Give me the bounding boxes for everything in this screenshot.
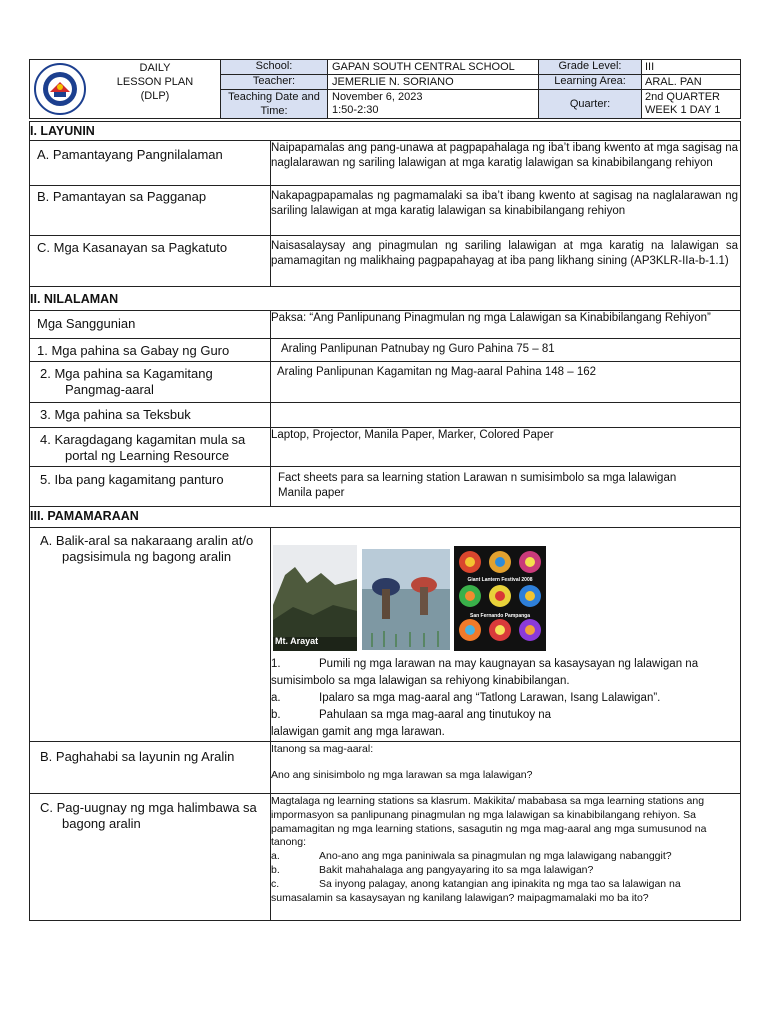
grade-label: Grade Level: [539, 60, 641, 74]
iba-pang-text [278, 471, 736, 501]
kagamitang-label [40, 366, 213, 398]
sanggunian-label: Mga Sanggunian [37, 316, 136, 331]
balik-aral-label-line-1: A. Balik-aral sa nakaraang aralin at/o [40, 533, 254, 548]
iba-pang-text-line-2: Manila paper [278, 487, 345, 499]
pag-uugnay-label-line-1: C. Pag-uugnay ng mga halimbawa sa [40, 800, 257, 815]
gabay-guro-label: 1. Mga pahina sa Gabay ng Guro [37, 343, 230, 358]
quarter-label: Quarter: [539, 90, 641, 118]
dlp-line-1: DAILY [139, 62, 171, 74]
step-a-text: Ipalaro sa mga mag-aaral ang “Tatlong Larawan, Isang Lalawigan”. [319, 692, 661, 704]
dlp-line-3: (DLP) [140, 90, 170, 102]
pag-uugnay-text [271, 795, 739, 905]
step-1-line-2: sumisimbolo sa mga lalawigan sa rehiyong kinabibilangan. [271, 675, 570, 687]
step-b-line-1: Pahulaan sa mga mag-aaral ang tinutukoy na [319, 709, 552, 721]
lantern-caption-bottom: San Fernando Pampanga [469, 613, 530, 619]
deped-logo [33, 62, 87, 116]
date-value-time: 1:50-2:30 [332, 104, 379, 116]
step-b-line-2: lalawigan gamit ang mga larawan. [271, 726, 445, 738]
karagdagang-label-line-1: 4. Karagdagang kagamitan mula sa [40, 432, 246, 447]
section-pamamaraan: III. PAMAMARAAN [30, 509, 139, 523]
section-nilalaman: II. NILALAMAN [30, 292, 119, 306]
layunin-b-label: B. Pamantayan sa Pagganap [37, 189, 207, 204]
lantern-caption-top: Giant Lantern Festival 2008 [467, 577, 533, 583]
area-label: Learning Area: [539, 75, 641, 89]
layunin-c-text: Naisasalaysay ang pinagmulan ng sariling lalawigan at mga karatig na lalawigan sa pamamagitan ng malikhaing pagpapahayag at iba pang likhang sining (AP3KLR-IIa-b-1.1) [271, 240, 738, 267]
step-b-number: b. [271, 709, 281, 721]
step-1-line-1: Pumili ng mga larawan na may kaugnayan sa kasaysayan ng lalawigan na [319, 658, 699, 670]
paksa-text: Paksa: “Ang Panlipunang Pinagmulan ng mga Lalawigan sa Kinabibilangang Rehiyon” [271, 312, 711, 324]
question-a-number: a. [271, 850, 280, 863]
section-layunin: I. LAYUNIN [30, 124, 95, 138]
pag-uugnay-intro: Magtalaga ng learning stations sa klasrum. Makikita/ mababasa sa mga learning stations ang impormasyon sa panlipunang pinagmulan ng mga lalawigan sa kinabibilangang rehiyon. Sa pamamagitan ng mga learning stations, sasagutin ng mga mag-aaral ang mga sumusunod na tanong: [271, 795, 707, 849]
date-value [332, 91, 423, 117]
grade-value: III [645, 61, 655, 73]
school-value: GAPAN SOUTH CENTRAL SCHOOL [332, 61, 515, 73]
date-value-date: November 6, 2023 [332, 91, 423, 103]
mt-arayat-image [273, 545, 357, 651]
question-a: Ano-ano ang mga paniniwala sa pinagmulan ng mga lalawigang nabanggit? [319, 850, 672, 863]
balik-aral-label-line-2: pagsisimula ng bagong aralin [62, 549, 232, 564]
pag-uugnay-label [40, 800, 257, 832]
quarter-value-line-2: WEEK 1 DAY 1 [645, 104, 721, 116]
deped-seal-icon [33, 62, 87, 116]
question-c-line-2: sumasalamin sa kasaysayan ng kanilang lalawigan? maipagmamalaki mo ba ito? [271, 891, 649, 904]
kagamitang-label-line-2: Pangmag-aaral [65, 382, 154, 397]
date-label: Teaching Date and Time: [221, 90, 327, 118]
area-value: ARAL. PAN [645, 76, 702, 88]
layunin-c-label: C. Mga Kasanayan sa Pagkatuto [37, 240, 228, 255]
layunin-a-label: A. Pamantayang Pangnilalaman [37, 147, 223, 162]
layunin-a-text: Naipapamalas ang pang-unawa at pagpapahalaga ng iba’t ibang kwento at mga sagisag na naglalarawan ng sariling lalawigan at mga karatig lalawigan sa kinabibilangang rehiyon [271, 142, 738, 169]
step-a-number: a. [271, 692, 281, 704]
teacher-label: Teacher: [221, 75, 327, 89]
teacher-value: JEMERLIE N. SORIANO [332, 76, 454, 88]
rice-planting-image [362, 549, 450, 650]
question-b-number: b. [271, 863, 280, 876]
dlp-line-2: LESSON PLAN [116, 76, 194, 88]
pag-uugnay-label-line-2: bagong aralin [62, 816, 141, 831]
quarter-value [645, 91, 720, 117]
balik-aral-label [40, 533, 253, 565]
karagdagang-label [40, 432, 245, 464]
question-b: Bakit mahahalaga ang pangyayaring ito sa mga lalawigan? [319, 863, 594, 876]
question-c-line-1: Sa inyong palagay, anong katangian ang ipinakita ng mga tao sa lalawigan na [319, 877, 681, 890]
iba-pang-text-line-1: Fact sheets para sa learning station Larawan n sumisimbolo sa mga lalawigan [278, 472, 677, 484]
kagamitang-text: Araling Panlipunan Kagamitan ng Mag-aaral Pahina 148 – 162 [277, 366, 597, 378]
question-c-number: c. [271, 877, 280, 890]
paghahabi-text-2: Ano ang sinisimbolo ng mga larawan sa mga lalawigan? [271, 769, 533, 781]
karagdagang-text: Laptop, Projector, Manila Paper, Marker, Colored Paper [271, 429, 554, 441]
paghahabi-label: B. Paghahabi sa layunin ng Aralin [40, 749, 235, 764]
mt-arayat-caption: Mt. Arayat [275, 636, 319, 646]
iba-pang-label: 5. Iba pang kagamitang panturo [40, 472, 224, 487]
quarter-value-line-1: 2nd QUARTER [645, 91, 720, 103]
karagdagang-label-line-2: portal ng Learning Resource [65, 448, 230, 463]
paghahabi-text-1: Itanong sa mag-aaral: [271, 743, 374, 755]
gabay-guro-text: Araling Panlipunan Patnubay ng Guro Pahina 75 – 81 [281, 343, 555, 355]
kagamitang-label-line-1: 2. Mga pahina sa Kagamitang [40, 366, 213, 381]
dlp-title [95, 61, 215, 103]
giant-lantern-image [454, 546, 546, 651]
school-label: School: [221, 60, 327, 74]
step-1 [271, 656, 738, 741]
teksbuk-label: 3. Mga pahina sa Teksbuk [40, 407, 191, 422]
layunin-b-text: Nakapagpapamalas ng pagmamalaki sa iba’t ibang kwento at sagisag na naglalarawan ng sariling lalawigan at mga karatig lalawigan sa kinabibilangang rehiyon [271, 190, 738, 217]
step-1-number: 1. [271, 658, 281, 670]
